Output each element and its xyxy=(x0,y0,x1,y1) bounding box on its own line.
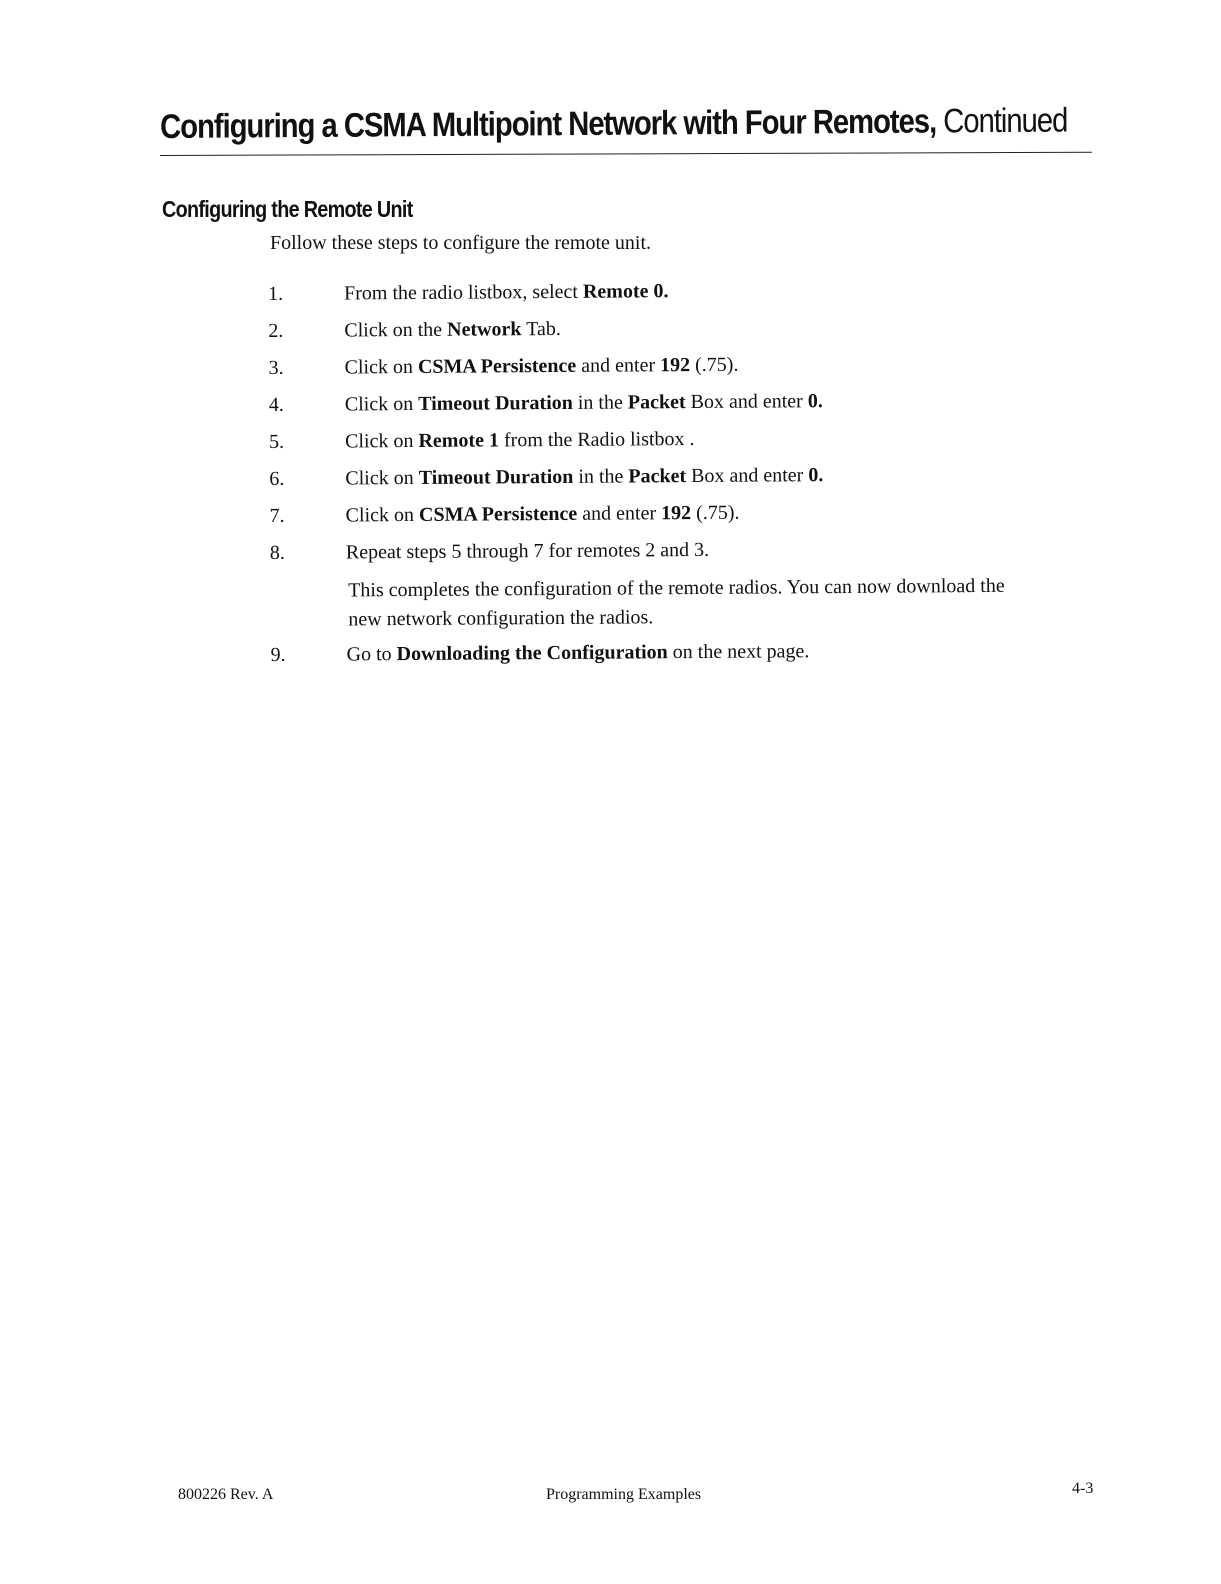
step-item xyxy=(269,425,1069,468)
step-text-part: Repeat steps 5 through 7 for remotes 2 and 3. xyxy=(345,538,710,564)
step-text-bold: CSMA Persistence xyxy=(418,502,578,526)
step-text-part: Go to xyxy=(346,643,397,666)
step-text-part: on the next page. xyxy=(667,640,810,664)
step-text-bold: 192 xyxy=(660,354,691,377)
step-text-bold: 192 xyxy=(661,502,692,525)
step-text-part: from the Radio listbox . xyxy=(498,428,695,452)
step-number: 6. xyxy=(269,467,285,490)
step-text-part: Click on xyxy=(344,392,419,416)
step-text-bold: Downloading the Configuration xyxy=(396,641,668,666)
footer-doc-number: 800226 Rev. A xyxy=(178,1486,274,1503)
step-text-part: Click on xyxy=(345,466,419,490)
footer-page-number: 4-3 xyxy=(1072,1480,1094,1497)
step-text xyxy=(345,390,823,416)
step-text-part: (.75). xyxy=(690,353,739,377)
intro-text: Follow these steps to configure the remote unit. xyxy=(270,232,652,254)
step-number: 1. xyxy=(268,282,284,305)
footer-chapter: Programming Examples xyxy=(546,1486,702,1503)
step-text xyxy=(344,280,669,305)
page-title xyxy=(160,101,1068,147)
step-item xyxy=(268,277,1068,320)
step-text-part: Click on xyxy=(345,429,419,453)
step-item xyxy=(269,388,1069,431)
step-text-part: Click on xyxy=(344,355,419,379)
step-text-bold: Network xyxy=(447,318,522,341)
step-text-bold: Remote 1 xyxy=(418,429,500,452)
page-title-main: Configuring a CSMA Multipoint Network with Four Remotes, xyxy=(160,102,937,146)
step-text xyxy=(347,640,810,666)
step-number: 2. xyxy=(268,319,284,342)
step-text-part: Click on the xyxy=(344,318,448,342)
step-text xyxy=(345,354,739,380)
step-item xyxy=(271,638,1071,681)
step-item xyxy=(269,462,1069,505)
step-text-part: Box and enter xyxy=(685,390,808,414)
step-text-part: in the xyxy=(573,465,629,488)
step-text-bold: 0. xyxy=(808,464,824,487)
step-text-bold: 0. xyxy=(807,390,823,413)
steps-list xyxy=(268,277,1071,681)
step-number: 9. xyxy=(270,643,286,666)
step-text-bold: Timeout Duration xyxy=(418,391,573,415)
step-number: 7. xyxy=(269,504,285,527)
step-text-bold: Packet xyxy=(627,391,686,414)
step-text xyxy=(346,539,709,565)
step-number: 4. xyxy=(268,393,284,416)
step-item xyxy=(270,499,1070,542)
step-text-part: Tab. xyxy=(521,317,561,341)
step-text-bold: Packet xyxy=(628,465,687,488)
step-text-part: From the radio listbox, select xyxy=(343,280,584,305)
step-text-bold: CSMA Persistence xyxy=(417,354,577,378)
step-number: 3. xyxy=(268,356,284,379)
step-text xyxy=(345,428,695,453)
step-text-part: Box and enter xyxy=(686,464,809,488)
step-number: 5. xyxy=(269,430,285,453)
section-heading: Configuring the Remote Unit xyxy=(162,196,413,222)
step-number: 8. xyxy=(269,541,285,564)
step-text-part: and enter xyxy=(577,502,662,525)
step-item xyxy=(269,351,1069,394)
step-text-part: in the xyxy=(572,391,628,414)
step-text xyxy=(345,464,823,490)
step-text xyxy=(344,318,561,343)
step-text-part: and enter xyxy=(576,354,661,377)
step-text-part: (.75). xyxy=(691,501,740,525)
title-divider xyxy=(160,152,1092,156)
step-text-part: Click on xyxy=(345,503,420,527)
step-text-bold: Remote 0. xyxy=(582,280,669,303)
step-note: This completes the configuration of the remote radios. You can now download the new network configuration the radios. xyxy=(348,574,1005,631)
page-title-continued: Continued xyxy=(943,101,1068,141)
step-text xyxy=(346,502,740,528)
step-text-bold: Timeout Duration xyxy=(418,465,574,489)
step-item xyxy=(268,314,1068,357)
